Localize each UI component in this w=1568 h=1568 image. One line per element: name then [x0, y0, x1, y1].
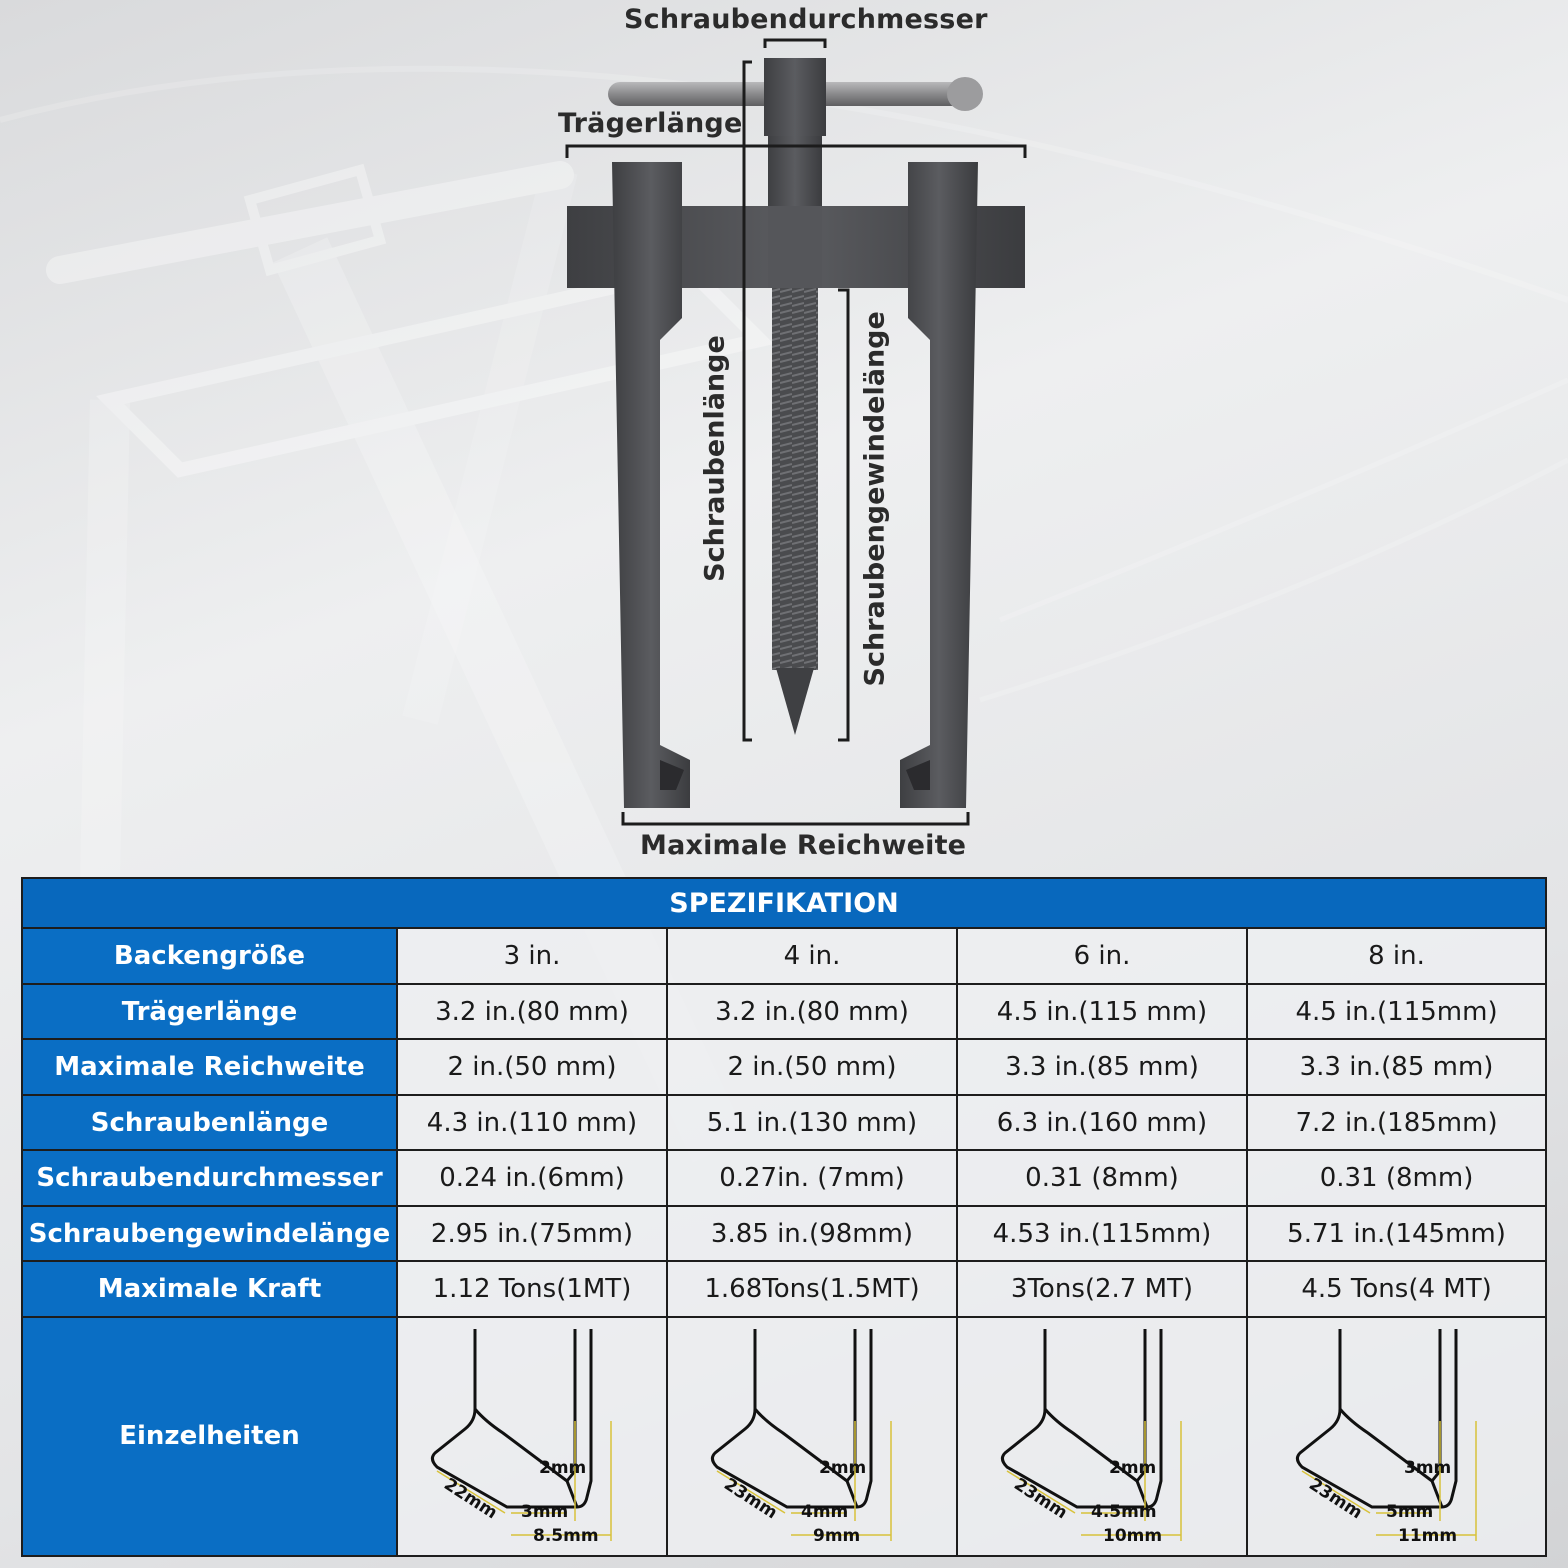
- jaw-detail-drawing: [1272, 1321, 1522, 1551]
- cell: 4.53 in.(115mm): [957, 1206, 1247, 1261]
- cell: 4 in.: [667, 928, 957, 983]
- cell: 4.5 Tons(4 MT): [1247, 1261, 1546, 1316]
- cell: 6 in.: [957, 928, 1247, 983]
- cell: 0.31 (8mm): [1247, 1150, 1546, 1205]
- jaw-outer-label: 8.5mm: [533, 1526, 599, 1547]
- cell: 4.3 in.(110 mm): [397, 1095, 667, 1150]
- thread-length-bracket: [838, 290, 848, 740]
- cell: 1.68Tons(1.5MT): [667, 1261, 957, 1316]
- jaw-tip-label: 2mm: [539, 1458, 587, 1479]
- cell: 0.27in. (7mm): [667, 1150, 957, 1205]
- cell: 4.5 in.(115mm): [1247, 984, 1546, 1039]
- specification-table: [21, 877, 1547, 1557]
- cell: 5.1 in.(130 mm): [667, 1095, 957, 1150]
- jaw-tip-label: 2mm: [819, 1458, 867, 1479]
- max-reach-label: Maximale Reichweite: [640, 830, 967, 861]
- jaw-width-label: 23mm: [1304, 1474, 1366, 1524]
- beam-length-label: Trägerlänge: [558, 108, 743, 139]
- cell: 2 in.(50 mm): [667, 1039, 957, 1094]
- cell: 3.2 in.(80 mm): [667, 984, 957, 1039]
- table-row: [22, 928, 1546, 983]
- jaw-tip-label: 2mm: [1109, 1458, 1157, 1479]
- cell: 1.12 Tons(1MT): [397, 1261, 667, 1316]
- jaw-width-label: 23mm: [720, 1474, 781, 1524]
- row-label-max-reach: Maximale Reichweite: [22, 1039, 397, 1094]
- spec-title: SPEZIFIKATION: [22, 878, 1546, 928]
- bolt-length-bracket: [744, 62, 752, 740]
- beam-nut: [768, 206, 822, 288]
- cell: 7.2 in.(185mm): [1247, 1095, 1546, 1150]
- bolt-diameter-label: Schraubendurchmesser: [624, 4, 988, 35]
- cell: 5.71 in.(145mm): [1247, 1206, 1546, 1261]
- cell: 3.3 in.(85 mm): [1247, 1039, 1546, 1094]
- cell: 2.95 in.(75mm): [397, 1206, 667, 1261]
- row-label-max-force: Maximale Kraft: [22, 1261, 397, 1316]
- row-label-bolt-diameter: Schraubendurchmesser: [22, 1150, 397, 1205]
- cell: 2 in.(50 mm): [397, 1039, 667, 1094]
- jaw-detail-cell: [1247, 1317, 1546, 1556]
- bolt-diameter-bracket: [765, 40, 825, 48]
- table-row: [22, 1150, 1546, 1205]
- jaw-detail-drawing: [687, 1321, 937, 1551]
- screw-tip: [776, 668, 814, 735]
- cell: 0.31 (8mm): [957, 1150, 1247, 1205]
- cell: 3.85 in.(98mm): [667, 1206, 957, 1261]
- row-label-beam-length: Trägerlänge: [22, 984, 397, 1039]
- jaw-width-label: 23mm: [1010, 1474, 1071, 1524]
- jaw-detail-cell: [667, 1317, 957, 1556]
- cell: 0.24 in.(6mm): [397, 1150, 667, 1205]
- table-row: [22, 984, 1546, 1039]
- table-row: [22, 1206, 1546, 1261]
- max-reach-bracket: [623, 812, 968, 824]
- table-row: [22, 1095, 1546, 1150]
- cell: 6.3 in.(160 mm): [957, 1095, 1247, 1150]
- cell: 3 in.: [397, 928, 667, 983]
- jaw-outer-label: 11mm: [1397, 1526, 1457, 1547]
- right-jaw-arm: [900, 162, 978, 808]
- cell: 8 in.: [1247, 928, 1546, 983]
- jaw-outer-label: 9mm: [813, 1526, 861, 1547]
- jaw-inner-label: 3mm: [521, 1502, 569, 1523]
- row-label-jaw-size: Backengröße: [22, 928, 397, 983]
- jaw-detail-cell: [957, 1317, 1247, 1556]
- cell: 3.3 in.(85 mm): [957, 1039, 1247, 1094]
- thread-length-label: Schraubengewindelänge: [859, 311, 891, 687]
- jaw-detail-drawing: [407, 1321, 657, 1551]
- cell: 3.2 in.(80 mm): [397, 984, 667, 1039]
- jaw-inner-label: 4mm: [801, 1502, 849, 1523]
- jaw-inner-label: 5mm: [1385, 1502, 1433, 1523]
- jaw-detail-drawing: [977, 1321, 1227, 1551]
- cell: 4.5 in.(115 mm): [957, 984, 1247, 1039]
- jaw-detail-cell: [397, 1317, 667, 1556]
- bolt-length-label: Schraubenlänge: [699, 335, 731, 582]
- jaw-width-label: 22mm: [440, 1474, 501, 1524]
- row-label-thread-length: Schraubengewindelänge: [22, 1206, 397, 1261]
- jaw-inner-label: 4.5mm: [1091, 1502, 1157, 1523]
- row-label-details: Einzelheiten: [22, 1317, 397, 1556]
- jaw-outer-label: 10mm: [1103, 1526, 1163, 1547]
- row-label-bolt-length: Schraubenlänge: [22, 1095, 397, 1150]
- jaw-tip-label: 3mm: [1403, 1458, 1451, 1479]
- table-row: [22, 1039, 1546, 1094]
- table-row: [22, 1261, 1546, 1316]
- cell: 3Tons(2.7 MT): [957, 1261, 1247, 1316]
- table-row-details: [22, 1317, 1546, 1556]
- left-jaw-arm: [612, 162, 690, 808]
